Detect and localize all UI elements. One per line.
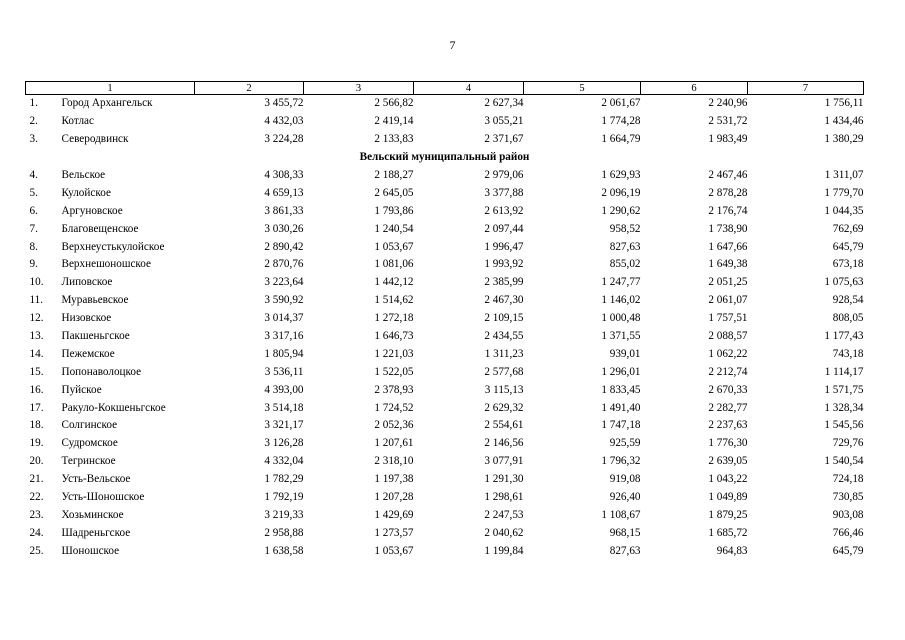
data-table — [25, 81, 864, 560]
value-cell: 724,18 — [832, 473, 864, 486]
settlement-name: Аргуновское — [61, 204, 123, 217]
value-cell: 673,18 — [832, 258, 864, 271]
value-cell: 3 861,33 — [264, 204, 304, 217]
row-number: 2. — [29, 115, 38, 128]
value-cell: 2 554,61 — [484, 419, 524, 432]
settlement-cell — [26, 381, 195, 399]
value-cell: 1 833,45 — [601, 383, 641, 396]
value-cell: 1 996,47 — [484, 240, 524, 253]
value-cell: 1 647,66 — [708, 240, 748, 253]
value-cell: 1 049,89 — [708, 491, 748, 504]
row-number: 7. — [29, 222, 38, 235]
value-cell: 1 774,28 — [601, 115, 641, 128]
table-row — [26, 220, 864, 238]
row-number: 14. — [29, 347, 44, 360]
value-cell: 3 055,21 — [484, 115, 524, 128]
value-cell: 1 062,22 — [708, 347, 748, 360]
settlement-name: Муравьевское — [61, 294, 129, 307]
value-cell: 2 629,32 — [484, 401, 524, 414]
settlement-name: Вельское — [61, 169, 106, 181]
table-row — [26, 202, 864, 220]
table-row — [26, 131, 864, 149]
settlement-cell — [26, 399, 195, 417]
settlement-name: Усть-Вельское — [61, 473, 131, 486]
value-cell: 1 053,67 — [374, 240, 414, 253]
value-cell: 3 030,26 — [264, 222, 304, 235]
value-cell: 2 378,93 — [374, 383, 414, 396]
value-cell: 3 321,17 — [264, 419, 304, 432]
value-cell: 2 639,05 — [708, 455, 748, 468]
value-cell: 1 540,54 — [824, 455, 864, 468]
value-cell: 925,59 — [609, 437, 641, 450]
value-cell: 3 536,11 — [264, 365, 304, 378]
value-cell: 3 077,91 — [484, 455, 524, 468]
value-cell: 1 879,25 — [708, 508, 748, 521]
settlement-cell — [26, 328, 195, 346]
value-cell: 2 237,63 — [708, 419, 748, 432]
settlement-name: Северодвинск — [61, 133, 129, 146]
column-header: 7 — [748, 82, 864, 95]
value-cell: 4 659,13 — [264, 186, 304, 199]
settlement-cell — [26, 256, 195, 274]
table-row — [26, 435, 864, 453]
settlement-cell — [26, 220, 195, 238]
value-cell: 2 212,74 — [708, 365, 748, 378]
row-number: 20. — [29, 455, 44, 468]
value-cell: 1 000,48 — [601, 312, 641, 325]
value-cell: 1 757,51 — [708, 312, 748, 325]
value-cell: 2 096,19 — [601, 186, 641, 199]
value-cell: 2 247,53 — [484, 508, 524, 521]
value-cell: 3 219,33 — [264, 508, 304, 521]
table-row — [26, 381, 864, 399]
value-cell: 762,69 — [832, 222, 864, 235]
row-number: 10. — [29, 276, 44, 289]
table-row — [26, 274, 864, 292]
value-cell: 645,79 — [832, 544, 864, 557]
column-header: 6 — [641, 82, 748, 95]
value-cell: 2 531,72 — [708, 115, 748, 128]
row-number: 18. — [29, 419, 44, 432]
settlement-name: Верхнеустькулойское — [61, 240, 165, 253]
row-number: 21. — [29, 473, 44, 486]
value-cell: 1 044,35 — [824, 204, 864, 217]
value-cell: 2 419,14 — [374, 115, 414, 128]
value-cell: 2 109,15 — [484, 312, 524, 325]
value-cell: 2 188,27 — [374, 169, 414, 181]
settlement-name: Тегринское — [61, 455, 116, 468]
value-cell: 1 371,55 — [601, 330, 641, 343]
value-cell: 1 240,54 — [374, 222, 414, 235]
settlement-cell — [26, 167, 195, 185]
value-cell: 2 645,05 — [374, 186, 414, 199]
value-cell: 1 545,56 — [824, 419, 864, 432]
value-cell: 1 993,92 — [484, 258, 524, 271]
table-row — [26, 167, 864, 185]
value-cell: 729,76 — [832, 437, 864, 450]
value-cell: 3 317,16 — [264, 330, 304, 343]
value-cell: 1 434,46 — [824, 115, 864, 128]
value-cell: 1 043,22 — [708, 473, 748, 486]
value-cell: 1 247,77 — [601, 276, 641, 289]
value-cell: 1 296,01 — [601, 365, 641, 378]
settlement-name: Хозьминское — [61, 508, 124, 521]
value-cell: 2 133,83 — [374, 133, 414, 146]
settlement-name: Судромское — [61, 437, 118, 450]
value-cell: 1 782,29 — [264, 473, 304, 486]
settlement-name: Кулойское — [61, 186, 111, 199]
column-header: 3 — [304, 82, 414, 95]
value-cell: 3 014,37 — [264, 312, 304, 325]
settlement-name: Попонаволоцкое — [61, 365, 142, 378]
value-cell: 1 685,72 — [708, 526, 748, 539]
row-number: 23. — [29, 508, 44, 521]
value-cell: 1 311,07 — [824, 169, 864, 181]
value-cell: 2 061,67 — [601, 97, 641, 110]
settlement-cell — [26, 435, 195, 453]
table-row — [26, 542, 864, 560]
settlement-name: Солгинское — [61, 419, 118, 432]
value-cell: 3 590,92 — [264, 294, 304, 307]
settlement-cell — [26, 184, 195, 202]
column-header: 1 — [26, 82, 195, 95]
value-cell: 1 146,02 — [601, 294, 641, 307]
settlement-cell — [26, 363, 195, 381]
settlement-name: Город Архангельск — [61, 97, 153, 110]
value-cell: 1 272,18 — [374, 312, 414, 325]
row-number: 12. — [29, 312, 44, 325]
settlement-name: Пежемское — [61, 347, 115, 360]
value-cell: 2 052,36 — [374, 419, 414, 432]
value-cell: 1 177,43 — [824, 330, 864, 343]
value-cell: 1 328,34 — [824, 401, 864, 414]
value-cell: 2 318,10 — [374, 455, 414, 468]
value-cell: 2 088,57 — [708, 330, 748, 343]
settlement-cell — [26, 95, 195, 113]
settlement-name: Шоношское — [61, 544, 120, 557]
column-header: 4 — [414, 82, 524, 95]
table-row — [26, 363, 864, 381]
row-number: 1. — [29, 97, 38, 110]
table-row — [26, 399, 864, 417]
settlement-cell — [26, 345, 195, 363]
table-row — [26, 417, 864, 435]
value-cell: 1 664,79 — [601, 133, 641, 146]
settlement-name: Ракуло-Кокшеньгское — [61, 401, 166, 414]
value-cell: 3 115,13 — [484, 383, 524, 396]
row-number: 9. — [29, 258, 38, 271]
settlement-name: Шадреньгское — [61, 526, 131, 539]
section-row — [26, 149, 864, 167]
settlement-cell — [26, 238, 195, 256]
value-cell: 2 890,42 — [264, 240, 304, 253]
settlement-name: Верхнешоношское — [61, 258, 151, 271]
row-number: 25. — [29, 544, 44, 557]
value-cell: 903,08 — [832, 508, 864, 521]
table-body — [26, 95, 864, 561]
settlement-cell — [26, 292, 195, 310]
settlement-cell — [26, 542, 195, 560]
table-row — [26, 489, 864, 507]
value-cell: 2 040,62 — [484, 526, 524, 539]
settlement-name: Благовещенское — [61, 222, 139, 235]
value-cell: 2 146,56 — [484, 437, 524, 450]
value-cell: 968,15 — [609, 526, 641, 539]
settlement-cell — [26, 310, 195, 328]
value-cell: 1 290,62 — [601, 204, 641, 217]
value-cell: 2 566,82 — [374, 97, 414, 110]
table-row — [26, 524, 864, 542]
value-cell: 4 308,33 — [264, 169, 304, 181]
value-cell: 1 442,12 — [374, 276, 414, 289]
value-cell: 1 114,17 — [824, 365, 864, 378]
value-cell: 2 371,67 — [484, 133, 524, 146]
value-cell: 827,63 — [609, 240, 641, 253]
row-number: 15. — [29, 365, 44, 378]
value-cell: 939,01 — [609, 347, 641, 360]
row-number: 24. — [29, 526, 44, 539]
settlement-cell — [26, 471, 195, 489]
value-cell: 4 393,00 — [264, 383, 304, 396]
value-cell: 2 434,55 — [484, 330, 524, 343]
value-cell: 1 207,28 — [374, 491, 414, 504]
value-cell: 855,02 — [609, 258, 641, 271]
settlement-name: Пакшеньгское — [61, 330, 130, 343]
table-row — [26, 345, 864, 363]
settlement-cell — [26, 506, 195, 524]
value-cell: 2 979,06 — [484, 169, 524, 181]
value-cell: 2 958,88 — [264, 526, 304, 539]
value-cell: 1 522,05 — [374, 365, 414, 378]
value-cell: 2 870,76 — [264, 258, 304, 271]
value-cell: 3 126,28 — [264, 437, 304, 450]
table-row — [26, 292, 864, 310]
value-cell: 2 613,92 — [484, 204, 524, 217]
value-cell: 1 081,06 — [374, 258, 414, 271]
value-cell: 2 467,46 — [708, 169, 748, 181]
settlement-name: Усть-Шоношское — [61, 491, 145, 504]
value-cell: 1 514,62 — [374, 294, 414, 307]
value-cell: 1 756,11 — [824, 97, 864, 110]
settlement-cell — [26, 202, 195, 220]
table-row — [26, 328, 864, 346]
value-cell: 1 805,94 — [264, 347, 304, 360]
value-cell: 2 097,44 — [484, 222, 524, 235]
settlement-cell — [26, 489, 195, 507]
table-row — [26, 506, 864, 524]
column-header: 2 — [195, 82, 304, 95]
value-cell: 1 776,30 — [708, 437, 748, 450]
row-number: 4. — [29, 169, 38, 181]
value-cell: 926,40 — [609, 491, 641, 504]
header-row — [26, 82, 864, 95]
value-cell: 1 792,19 — [264, 491, 304, 504]
value-cell: 1 291,30 — [484, 473, 524, 486]
value-cell: 1 724,52 — [374, 401, 414, 414]
settlement-cell — [26, 417, 195, 435]
settlement-cell — [26, 131, 195, 149]
value-cell: 2 385,99 — [484, 276, 524, 289]
row-number: 3. — [29, 133, 38, 146]
row-number: 19. — [29, 437, 44, 450]
row-number: 6. — [29, 204, 38, 217]
value-cell: 1 053,67 — [374, 544, 414, 557]
value-cell: 1 197,38 — [374, 473, 414, 486]
value-cell: 1 380,29 — [824, 133, 864, 146]
row-number: 5. — [29, 186, 38, 199]
settlement-cell — [26, 113, 195, 131]
value-cell: 919,08 — [609, 473, 641, 486]
value-cell: 958,52 — [609, 222, 641, 235]
value-cell: 645,79 — [832, 240, 864, 253]
value-cell: 2 051,25 — [708, 276, 748, 289]
value-cell: 3 514,18 — [264, 401, 304, 414]
value-cell: 1 207,61 — [374, 437, 414, 450]
value-cell: 4 332,04 — [264, 455, 304, 468]
value-cell: 766,46 — [832, 526, 864, 539]
value-cell: 1 311,23 — [484, 347, 524, 360]
settlement-name: Пуйское — [61, 383, 102, 396]
value-cell: 808,05 — [832, 312, 864, 325]
value-cell: 1 629,93 — [601, 169, 641, 181]
table-row — [26, 95, 864, 113]
section-title: Вельский муниципальный район — [359, 151, 530, 164]
value-cell: 2 240,96 — [708, 97, 748, 110]
value-cell: 2 878,28 — [708, 186, 748, 199]
value-cell: 1 779,70 — [824, 186, 864, 199]
table-row — [26, 310, 864, 328]
value-cell: 3 224,28 — [264, 133, 304, 146]
value-cell: 3 377,88 — [484, 186, 524, 199]
row-number: 22. — [29, 491, 44, 504]
value-cell: 964,83 — [716, 544, 748, 557]
row-number: 16. — [29, 383, 44, 396]
value-cell: 2 176,74 — [708, 204, 748, 217]
value-cell: 1 649,38 — [708, 258, 748, 271]
row-number: 8. — [29, 240, 38, 253]
settlement-name: Низовское — [61, 312, 112, 325]
value-cell: 1 571,75 — [824, 383, 864, 396]
value-cell: 1 108,67 — [601, 508, 641, 521]
value-cell: 743,18 — [832, 347, 864, 360]
value-cell: 1 491,40 — [601, 401, 641, 414]
settlement-cell — [26, 524, 195, 542]
table-row — [26, 184, 864, 202]
table-row — [26, 238, 864, 256]
value-cell: 730,85 — [832, 491, 864, 504]
value-cell: 2 282,77 — [708, 401, 748, 414]
table-row — [26, 471, 864, 489]
row-number: 11. — [29, 294, 44, 307]
value-cell: 827,63 — [609, 544, 641, 557]
value-cell: 1 273,57 — [374, 526, 414, 539]
value-cell: 2 577,68 — [484, 365, 524, 378]
value-cell: 928,54 — [832, 294, 864, 307]
value-cell: 1 983,49 — [708, 133, 748, 146]
row-number: 17. — [29, 401, 44, 414]
value-cell: 1 646,73 — [374, 330, 414, 343]
value-cell: 1 221,03 — [374, 347, 414, 360]
column-header: 5 — [524, 82, 641, 95]
value-cell: 2 467,30 — [484, 294, 524, 307]
settlement-cell — [26, 453, 195, 471]
value-cell: 1 199,84 — [484, 544, 524, 557]
value-cell: 1 738,90 — [708, 222, 748, 235]
settlement-cell — [26, 274, 195, 292]
value-cell: 3 223,64 — [264, 276, 304, 289]
value-cell: 1 429,69 — [374, 508, 414, 521]
value-cell: 1 638,58 — [264, 544, 304, 557]
value-cell: 4 432,03 — [264, 115, 304, 128]
settlement-name: Липовское — [61, 276, 113, 289]
page-number: 7 — [449, 38, 456, 52]
value-cell: 1 747,18 — [601, 419, 641, 432]
value-cell: 3 455,72 — [264, 97, 304, 110]
value-cell: 1 298,61 — [484, 491, 524, 504]
value-cell: 1 075,63 — [824, 276, 864, 289]
table-row — [26, 453, 864, 471]
value-cell: 1 793,86 — [374, 204, 414, 217]
settlement-name: Котлас — [61, 115, 94, 128]
table-row — [26, 113, 864, 131]
table-row — [26, 256, 864, 274]
value-cell: 2 627,34 — [484, 97, 524, 110]
value-cell: 1 796,32 — [601, 455, 641, 468]
value-cell: 2 061,07 — [708, 294, 748, 307]
row-number: 13. — [29, 330, 44, 343]
value-cell: 2 670,33 — [708, 383, 748, 396]
